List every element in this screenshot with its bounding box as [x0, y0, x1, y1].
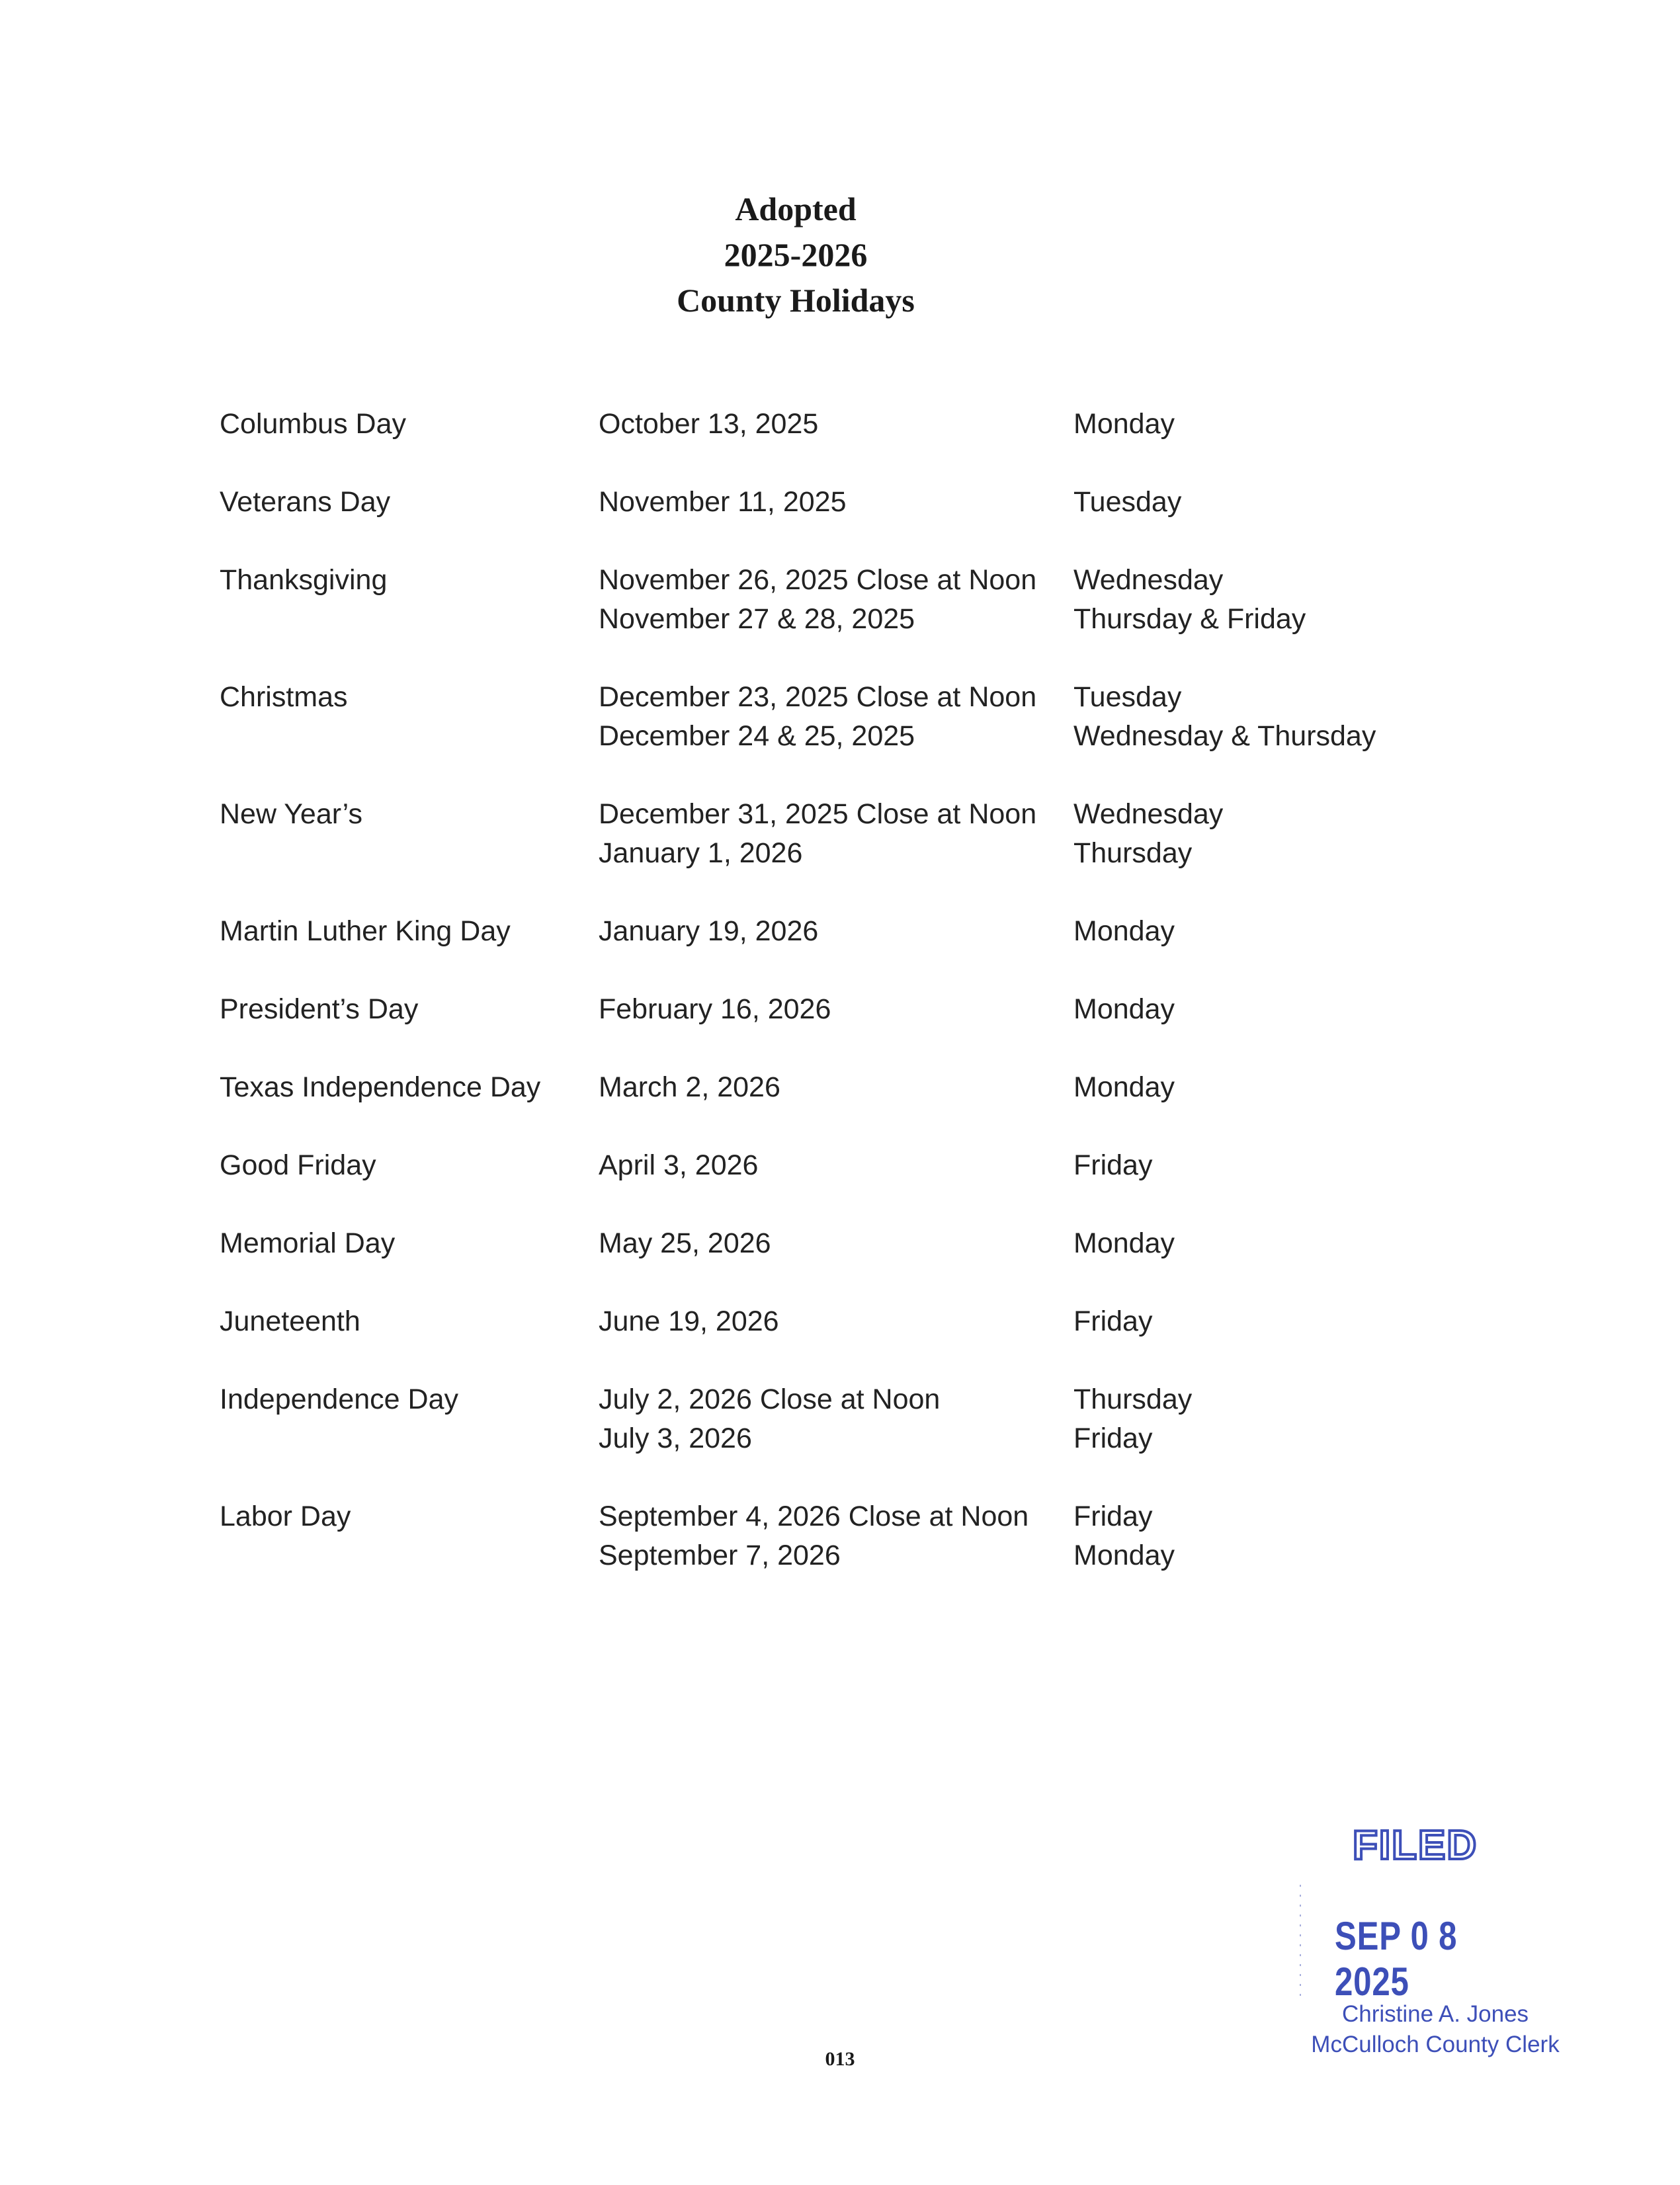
holiday-row [218, 912, 1475, 990]
holiday-weekday [1073, 1302, 1152, 1341]
holiday-date [599, 912, 818, 951]
holiday-weekday [1073, 1146, 1152, 1185]
holiday-weekday-line: Monday [1073, 993, 1175, 1025]
title-line-year: 2025-2026 [724, 236, 868, 273]
holiday-date-line: September 4, 2026 Close at Noon [599, 1501, 1029, 1532]
holiday-date [599, 1380, 940, 1458]
holiday-date [599, 405, 818, 444]
holiday-weekday [1073, 483, 1181, 522]
holiday-row [218, 678, 1475, 795]
holiday-date [599, 678, 1036, 756]
holiday-date-line: June 19, 2026 [599, 1305, 779, 1337]
holiday-date [599, 1068, 780, 1107]
holiday-name: Juneteenth [220, 1305, 360, 1337]
holiday-date-line: July 3, 2026 [599, 1422, 752, 1454]
holiday-weekday [1073, 678, 1376, 756]
holiday-name: Veterans Day [220, 486, 391, 518]
holiday-date [599, 1146, 758, 1185]
holiday-date-line: December 31, 2025 Close at Noon [599, 798, 1037, 830]
holiday-row [218, 483, 1475, 561]
holiday-date-line: May 25, 2026 [599, 1227, 771, 1259]
holiday-date-line: November 11, 2025 [599, 486, 847, 518]
holiday-weekday-line: Friday [1073, 1149, 1153, 1181]
holiday-name: New Year’s [220, 798, 362, 830]
holiday-weekday-line: Tuesday [1073, 681, 1182, 713]
holiday-weekday-line: Thursday [1073, 1383, 1193, 1415]
holiday-row [218, 1224, 1475, 1302]
holiday-date-line: February 16, 2026 [599, 993, 831, 1025]
holiday-name: Labor Day [220, 1501, 351, 1532]
holiday-date [599, 795, 1036, 873]
holiday-weekday-line: Friday [1073, 1501, 1153, 1532]
holiday-weekday [1073, 912, 1175, 951]
holiday-name: Good Friday [220, 1149, 376, 1181]
holiday-weekday-line: Tuesday [1073, 486, 1182, 518]
holiday-weekday-line: Thursday [1073, 837, 1193, 869]
holiday-date-line: November 26, 2025 Close at Noon [599, 564, 1037, 596]
holiday-weekday [1073, 405, 1175, 444]
holiday-weekday-line: Thursday & Friday [1073, 603, 1306, 635]
holiday-date [599, 561, 1036, 639]
holiday-date-line: December 24 & 25, 2025 [599, 720, 915, 752]
holiday-weekday-line: Monday [1073, 408, 1175, 440]
holiday-row [218, 795, 1475, 912]
stamp-clerk-name: Christine A. Jones [1341, 2001, 1529, 2027]
holiday-row [218, 990, 1475, 1068]
holiday-weekday-line: Monday [1073, 1540, 1175, 1571]
holiday-date-line: October 13, 2025 [599, 408, 819, 440]
holiday-date-line: September 7, 2026 [599, 1540, 841, 1571]
holiday-weekday [1073, 795, 1223, 873]
holiday-weekday [1073, 1224, 1175, 1263]
holiday-weekday-line: Monday [1073, 1227, 1175, 1259]
holiday-name: President’s Day [220, 993, 419, 1025]
holiday-row [218, 1146, 1475, 1224]
holiday-date-line: January 19, 2026 [599, 915, 819, 947]
holiday-weekday-line: Friday [1073, 1305, 1153, 1337]
title-line-heading: County Holidays [677, 282, 915, 319]
holiday-weekday-line: Wednesday [1073, 564, 1224, 596]
holiday-name: Christmas [220, 681, 348, 713]
holiday-weekday [1073, 1380, 1192, 1458]
holiday-weekday [1073, 1497, 1175, 1575]
holiday-date [599, 990, 831, 1029]
holiday-weekday-line: Monday [1073, 1071, 1175, 1103]
stamp-filed-label: FILED [1353, 1823, 1478, 1868]
holiday-row [218, 405, 1475, 483]
holiday-date-line: March 2, 2026 [599, 1071, 780, 1103]
holiday-row [218, 1380, 1475, 1497]
holiday-row [218, 561, 1475, 678]
holiday-weekday [1073, 1068, 1175, 1107]
holiday-weekday [1073, 990, 1175, 1029]
holiday-row [218, 1302, 1475, 1380]
holiday-weekday [1073, 561, 1306, 639]
holiday-date [599, 483, 847, 522]
holiday-name: Memorial Day [220, 1227, 396, 1259]
title-line-adopted: Adopted [735, 190, 857, 227]
holiday-row [218, 1068, 1475, 1146]
holiday-weekday-line: Wednesday [1073, 798, 1224, 830]
holiday-name: Independence Day [220, 1383, 459, 1415]
page-number: 013 [825, 2048, 855, 2070]
holiday-name: Martin Luther King Day [220, 915, 511, 947]
holiday-weekday-line: Wednesday & Thursday [1073, 720, 1376, 752]
holiday-date [599, 1224, 771, 1263]
holiday-weekday-line: Monday [1073, 915, 1175, 947]
holiday-date-line: April 3, 2026 [599, 1149, 759, 1181]
holiday-date [599, 1302, 779, 1341]
holiday-date-line: July 2, 2026 Close at Noon [599, 1383, 941, 1415]
holiday-date-line: January 1, 2026 [599, 837, 803, 869]
filed-stamp [1283, 1822, 1574, 2067]
holiday-name: Columbus Day [220, 408, 406, 440]
holiday-weekday-line: Friday [1073, 1422, 1153, 1454]
document-title [0, 186, 1591, 323]
holiday-table [218, 405, 1475, 1614]
holiday-date-line: November 27 & 28, 2025 [599, 603, 915, 635]
holiday-row [218, 1497, 1475, 1614]
stamp-filed-date: SEP 0 8 2025 [1335, 1914, 1458, 2004]
stamp-clerk-title: McCulloch County Clerk [1311, 2032, 1560, 2057]
holiday-date [599, 1497, 1029, 1575]
stamp-ink-mark [1299, 1885, 1302, 1997]
holiday-date-line: December 23, 2025 Close at Noon [599, 681, 1037, 713]
holiday-name: Thanksgiving [220, 564, 388, 596]
holiday-name: Texas Independence Day [220, 1071, 541, 1103]
